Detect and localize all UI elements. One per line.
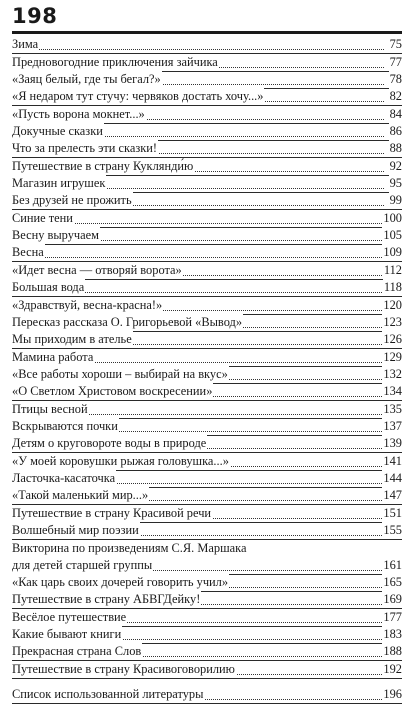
toc-entry [12, 367, 402, 384]
toc-entry-title: Путешествие в страну Куклянди́ю [12, 158, 194, 173]
toc-entry-title: Синие тени [12, 210, 73, 225]
toc-entry [12, 349, 402, 366]
toc-entry [12, 54, 402, 71]
toc-entry-page: 139 [383, 436, 402, 451]
toc-entry-page: 82 [389, 89, 402, 104]
toc-entry-page: 95 [389, 176, 402, 191]
toc-entry [12, 609, 402, 626]
toc-entry-title: «О Светлом Христовом воскресении» [12, 384, 213, 399]
toc-entry-page: 129 [383, 349, 402, 364]
toc-entry [12, 419, 402, 436]
toc-entry-title: для детей старшей группы [12, 557, 153, 572]
toc-entry-title: Пересказ рассказа О. Григорьевой «Вывод» [12, 314, 243, 329]
toc-entry [12, 262, 402, 279]
page-number: 198 [12, 4, 58, 28]
toc-entry [12, 488, 402, 505]
toc-entry-page: 135 [383, 401, 402, 416]
toc-entry [12, 228, 402, 245]
toc-entry-title: Магазин игрушек [12, 176, 106, 191]
toc-entry-title: «Такой маленький мир...» [12, 488, 149, 503]
toc-entry-page: 161 [383, 557, 402, 572]
toc-entry-title: Детям о круговороте воды в природе [12, 436, 207, 451]
toc-entry-page: 144 [383, 470, 402, 485]
toc-entry [12, 575, 402, 592]
toc-entry [12, 505, 402, 522]
toc-entry-title: Волшебный мир поэзии [12, 522, 139, 537]
toc-entry-title: Вскрываются почки [12, 418, 118, 433]
toc-entry-page: 112 [383, 262, 402, 277]
toc-entry-title: «У моей коровушки рыжая головушка...» [12, 453, 229, 468]
toc-entry-title: «Все работы хороши – выбирай на вкус» [12, 366, 228, 381]
toc-entry-page: 120 [383, 297, 402, 312]
toc-dot-leader [12, 257, 384, 258]
toc-entry [12, 37, 402, 54]
toc-entry-page: 84 [389, 106, 402, 121]
toc-entry-page: 192 [383, 661, 402, 676]
toc-entry-title: Птицы весной [12, 401, 88, 416]
toc-entry-title: «Заяц белый, где ты бегал?» [12, 72, 161, 87]
toc-entry-page: 118 [383, 280, 402, 295]
toc-entry-title: Весёлое путешествие [12, 609, 127, 624]
toc-entry-title: «Пусть ворона мокнет...» [12, 106, 145, 121]
toc-entry-title: «Идет весна — отворяй ворота» [12, 262, 182, 277]
toc-entry-page: 109 [383, 245, 402, 260]
toc-entry-title: Викторина по произведениям С.Я. Маршака [12, 541, 247, 556]
toc-entry-page: 92 [389, 158, 402, 173]
toc-entry-page: 183 [383, 627, 402, 642]
toc-entry-page: 141 [383, 453, 402, 468]
toc-entry-page: 126 [383, 332, 402, 347]
toc-entry-title: Зима [12, 37, 39, 52]
toc-entry [12, 141, 402, 158]
toc-entry [12, 384, 402, 401]
toc-entry [12, 687, 402, 704]
toc-dot-leader [12, 49, 384, 50]
toc-entry [12, 557, 402, 574]
header-rule [12, 31, 402, 34]
toc-entry [12, 280, 402, 297]
toc-entry [12, 297, 402, 314]
toc-entry-title: Ласточка-касаточка [12, 470, 116, 485]
toc-entry-title: Список использованной литературы [12, 687, 204, 702]
toc-entry-page: 123 [383, 314, 402, 329]
toc-entry [12, 436, 402, 453]
toc-entry [12, 176, 402, 193]
toc-entry [12, 106, 402, 123]
toc-entry-page: 147 [383, 488, 402, 503]
toc-entry-page: 134 [383, 384, 402, 399]
toc-entry-title: «Здравствуй, весна-красна!» [12, 297, 163, 312]
toc-entry-title: Путешествие в страну Красивой речи [12, 505, 212, 520]
page-header [12, 3, 402, 35]
toc-entry-title: Весну выручаем [12, 228, 99, 243]
toc-entry-page: 196 [383, 687, 402, 702]
toc-entry [12, 627, 402, 644]
toc-entry-page: 177 [383, 609, 402, 624]
toc-entry-page: 78 [389, 72, 402, 87]
toc-entry-page: 99 [389, 193, 402, 208]
toc-entry [12, 471, 402, 488]
toc-entry-page: 77 [389, 54, 402, 69]
toc-entry [12, 72, 402, 89]
toc-entry-title: Какие бывают книги [12, 627, 122, 642]
toc-entry-page: 86 [389, 124, 402, 139]
toc-entry-title: Докучные сказки [12, 124, 103, 139]
toc-entry [12, 245, 402, 262]
toc-entry-page: 165 [383, 575, 402, 589]
toc-entry-title: Мы приходим в ателье [12, 332, 132, 347]
toc-entry-title: «Я недаром тут стучу: червяков достать хочу...» [12, 89, 264, 104]
toc-entry-page: 88 [389, 141, 402, 156]
toc-entry-title: Прекрасная страна Слов [12, 644, 142, 659]
toc-entry [12, 453, 402, 470]
toc-entry [12, 315, 402, 332]
toc-entry [12, 332, 402, 349]
toc-entry-page: 105 [383, 228, 402, 243]
toc-entry-page: 151 [383, 505, 402, 520]
toc-entry-page: 188 [383, 644, 402, 659]
table-of-contents [12, 37, 402, 704]
toc-entry-title: «Как царь своих дочерей говорить учил» [12, 575, 229, 589]
toc-entry-page: 75 [389, 37, 402, 52]
toc-entry [12, 661, 402, 678]
toc-entry-title: Большая вода [12, 280, 85, 295]
toc-entry [12, 401, 402, 418]
toc-entry-page: 100 [383, 210, 402, 225]
toc-entry [12, 523, 402, 540]
toc-entry-title: Весна [12, 245, 44, 260]
toc-entry-title: Что за прелесть эти сказки! [12, 141, 158, 156]
toc-entry-page: 169 [383, 592, 402, 607]
toc-entry [12, 592, 402, 609]
toc-entry [12, 193, 402, 210]
toc-entry [12, 158, 402, 175]
toc-entry-title: Без друзей не прожить [12, 193, 132, 208]
toc-entry-page: 155 [383, 522, 402, 537]
toc-entry-title: Мамина работа [12, 349, 94, 364]
toc-entry-title: Путешествие в страну Красивоговорилию [12, 661, 235, 676]
toc-entry-title: Предновогодние приключения зайчика [12, 54, 218, 69]
toc-entry-page: 137 [383, 418, 402, 433]
toc-entry [12, 89, 402, 106]
toc-entry [12, 210, 402, 227]
toc-entry-title: Путешествие в страну АБВГДейку! [12, 592, 201, 607]
toc-entry [12, 540, 402, 557]
toc-entry [12, 644, 402, 661]
toc-entry-page: 132 [383, 366, 402, 381]
toc-entry [12, 124, 402, 141]
